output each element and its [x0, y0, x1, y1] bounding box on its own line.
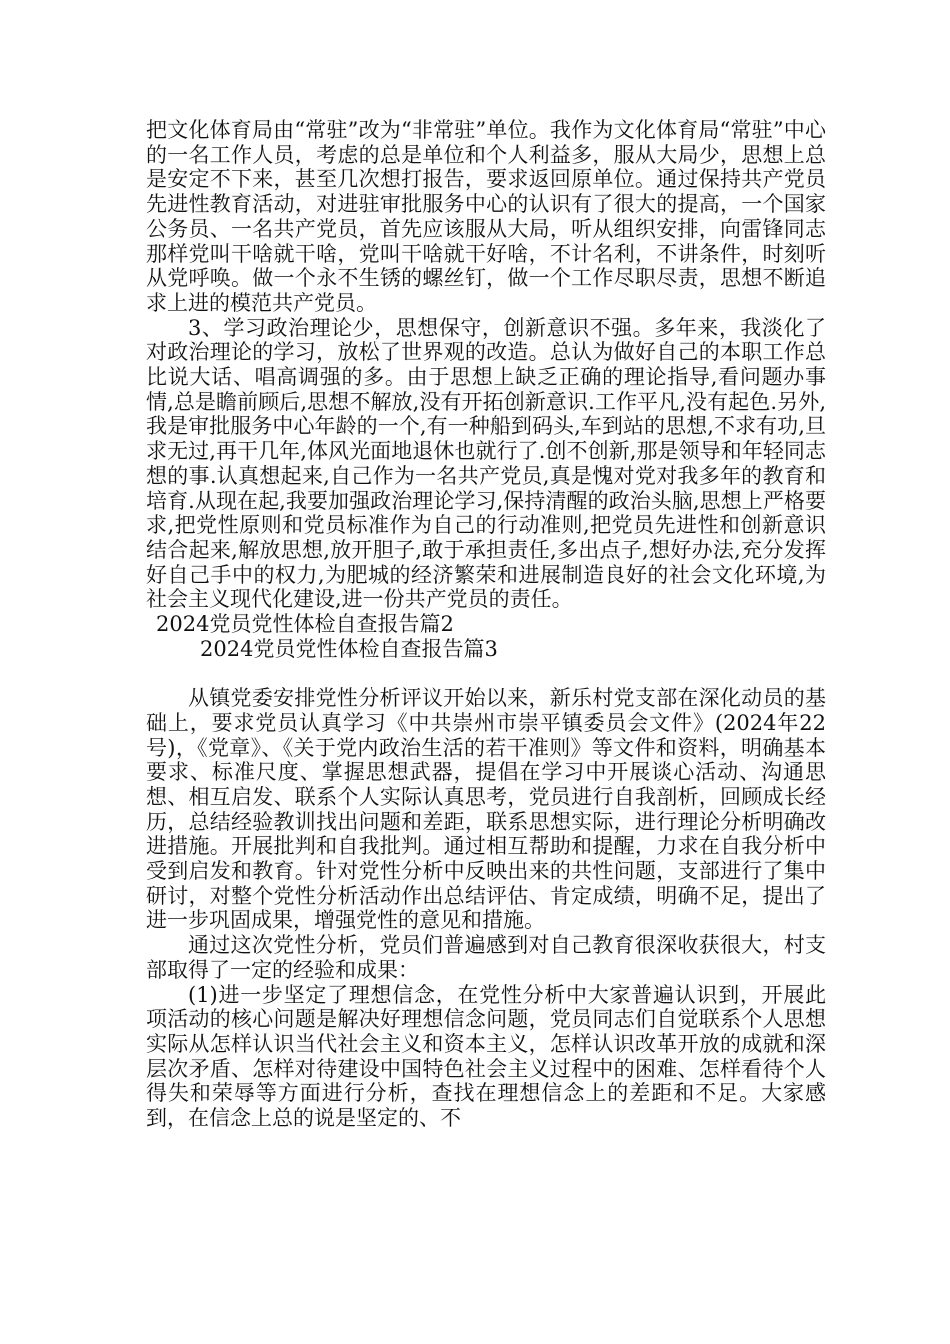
section-heading-2: 2024党员党性体检自查报告篇2	[156, 612, 454, 637]
section-heading-3: 2024党员党性体检自查报告篇3	[200, 636, 498, 661]
paragraph-continuation: 把文化体育局由“常驻”改为“非常驻”单位。我作为文化体育局“常驻”中心的一名工作人员，考虑的总是单位和个人利益多，服从大局少，思想上总是安定不下来，甚至几次想打报告，要求返回原单位。通过保持共产党员先进性教育活动，对进驻审批服务中心的认识有了很大的提高，一个国家公务员、一名共产党员，首先应该服从大局，听从组织安排，向雷锋同志那样党叫干啥就干啥，党叫干啥就干好啥，不计名利，不讲条件，时刻听从党呼唤。做一个永不生锈的螺丝钉，做一个工作尽职尽责，思想不断追求上进的模范共产党员。	[146, 118, 826, 315]
paragraph-intro: 从镇党委安排党性分析评议开始以来，新乐村党支部在深化动员的基础上，要求党员认真学习《中共崇州市崇平镇委员会文件》(2024年22号)，《党章》、《关于党内政治生活的若干准则》等文件和资料，明确基本要求、标准尺度、掌握思想武器，提倡在学习中开展谈心活动、沟通思想、相互启发、联系个人实际认真思考，党员进行自我剖析，回顾成长经历，总结经验教训找出问题和差距，联系思想实际，进行理论分析明确改进措施。开展批判和自我批判。通过相互帮助和提醒，力求在自我分析中受到启发和教育。针对党性分析中反映出来的共性问题，支部进行了集中研讨，对整个党性分析活动作出总结评估、肯定成绩，明确不足，提出了进一步巩固成果，增强党性的意见和措施。	[146, 686, 826, 933]
paragraph-item-3: 3、学习政治理论少，思想保守，创新意识不强。多年来，我淡化了对政治理论的学习，放松了世界观的改造。总认为做好自己的本职工作总比说大话、唱高调强的多。由于思想上缺乏正确的理论指导,看问题办事情,总是瞻前顾后,思想不解放,没有开拓创新意识.工作平凡,没有起色.另外,我是审批服务中心年龄的一个,有一种船到码头,车到站的思想,不求有功,旦求无过,再干几年,体风光面地退休也就行了.创不创新,那是领导和年轻同志想的事.认真想起来,自己作为一名共产党员,真是愧对党对我多年的教育和培育.从现在起,我要加强政治理论学习,保持清醒的政治头脑,思想上严格要求,把党性原则和党员标准作为自己的行动准则,把党员先进性和创新意识结合起来,解放思想,放开胆子,敢于承担责任,多出点子,想好办法,充分发挥好自己手中的权力,为肥城的经济繁荣和进展制造良好的社会文化环境,为社会主义现代化建设,进一份共产党员的责任。	[146, 315, 826, 612]
blank-line	[146, 661, 826, 686]
paragraph-point-1: (1)进一步坚定了理想信念，在党性分析中大家普遍认识到，开展此项活动的核心问题是解决好理想信念问题，党员同志们自觉联系个人思想实际从怎样认识当代社会主义和资本主义，怎样认识改革开放的成就和深层次矛盾、怎样对待建设中国特色社会主义过程中的困难、怎样看待个人得失和荣辱等方面进行分析，查找在理想信念上的差距和不足。大家感到，在信念上总的说是坚定的、不	[146, 982, 826, 1131]
paragraph-summary: 通过这次党性分析，党员们普遍感到对自己教育很深收获很大，村支部取得了一定的经验和成果：	[146, 933, 826, 982]
document-page	[146, 118, 826, 1131]
